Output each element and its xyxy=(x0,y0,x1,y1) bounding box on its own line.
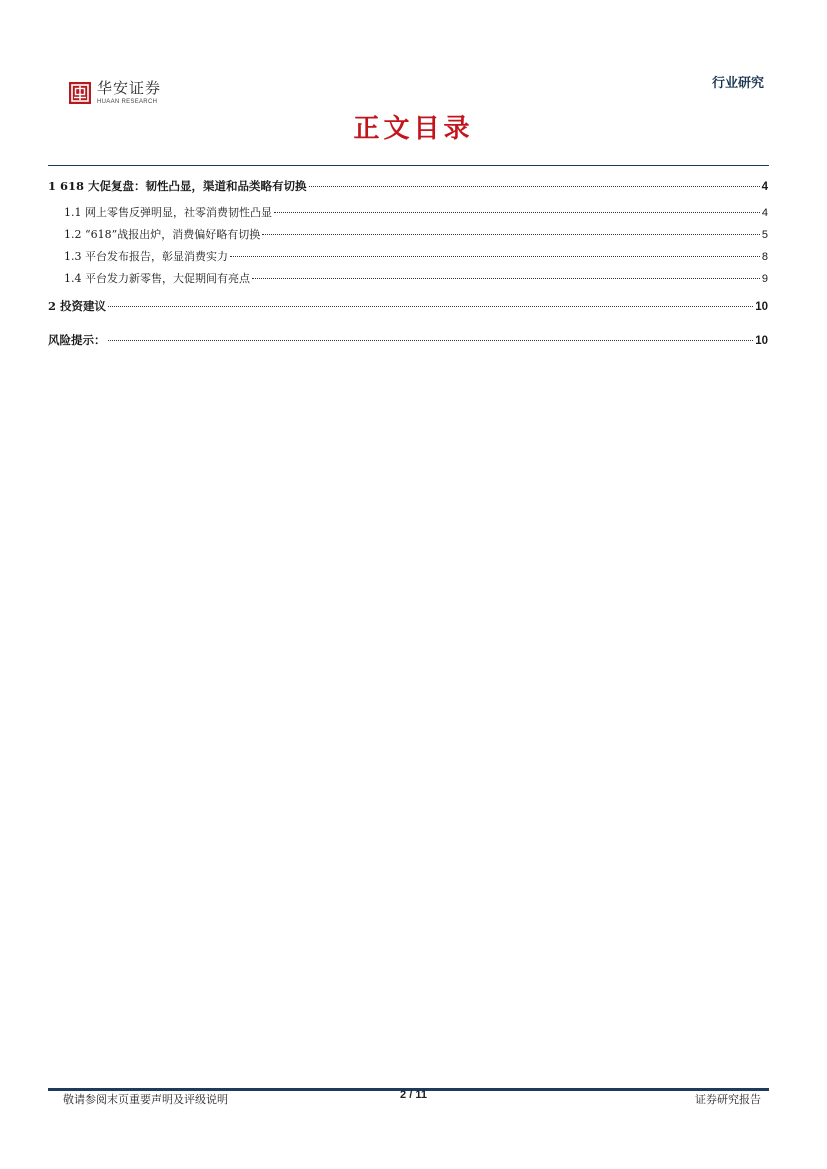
page-indicator: 2 / 11 xyxy=(400,1089,427,1101)
toc-entry-title: 1.3 平台发布报告，彰显消费实力 xyxy=(64,250,228,263)
toc-entry-title: 1.2 “618”战报出炉，消费偏好略有切换 xyxy=(64,228,261,241)
toc-entry[interactable] xyxy=(48,298,768,324)
toc-leader-dots xyxy=(309,186,760,187)
toc-leader-dots xyxy=(230,256,760,257)
page-title: 正文目录 xyxy=(353,114,474,144)
toc-leader-dots xyxy=(108,306,753,307)
header-divider xyxy=(48,165,769,166)
toc-entry[interactable] xyxy=(48,332,768,358)
toc-entry-title: 1.4 平台发力新零售，大促期间有亮点 xyxy=(64,272,250,285)
toc-entry-page: 9 xyxy=(761,273,768,285)
table-of-contents xyxy=(48,178,768,358)
logo-en-text: HUAAN RESEARCH xyxy=(97,99,158,105)
toc-entry-page: 10 xyxy=(755,301,768,313)
toc-leader-dots xyxy=(262,234,760,235)
company-logo xyxy=(69,79,161,107)
toc-entry-page: 8 xyxy=(761,251,768,263)
toc-entry[interactable] xyxy=(48,204,768,226)
toc-entry-page: 4 xyxy=(761,181,768,193)
toc-entry-page: 5 xyxy=(761,229,768,241)
logo-cn-text: 华安证券 xyxy=(97,79,162,97)
toc-leader-dots xyxy=(274,212,760,213)
toc-entry-title: 风险提示： xyxy=(48,333,106,347)
toc-leader-dots xyxy=(108,340,754,341)
toc-entry[interactable] xyxy=(48,178,768,204)
report-category: 行业研究 xyxy=(711,76,764,91)
toc-entry[interactable] xyxy=(48,248,768,270)
footer-report-type: 证券研究报告 xyxy=(695,1093,761,1106)
huaan-logo-icon xyxy=(69,82,91,104)
toc-entry-title: 1 618 大促复盘：韧性凸显，渠道和品类略有切换 xyxy=(48,179,307,193)
toc-entry-title: 2 投资建议 xyxy=(48,299,107,313)
toc-entry[interactable] xyxy=(48,226,768,248)
toc-entry[interactable] xyxy=(48,270,768,292)
toc-entry-page: 10 xyxy=(755,335,768,347)
toc-leader-dots xyxy=(252,278,760,279)
footer-disclaimer: 敬请参阅末页重要声明及评级说明 xyxy=(63,1093,228,1106)
toc-entry-page: 4 xyxy=(761,207,768,219)
toc-entry-title: 1.1 网上零售反弹明显，社零消费韧性凸显 xyxy=(64,206,272,219)
